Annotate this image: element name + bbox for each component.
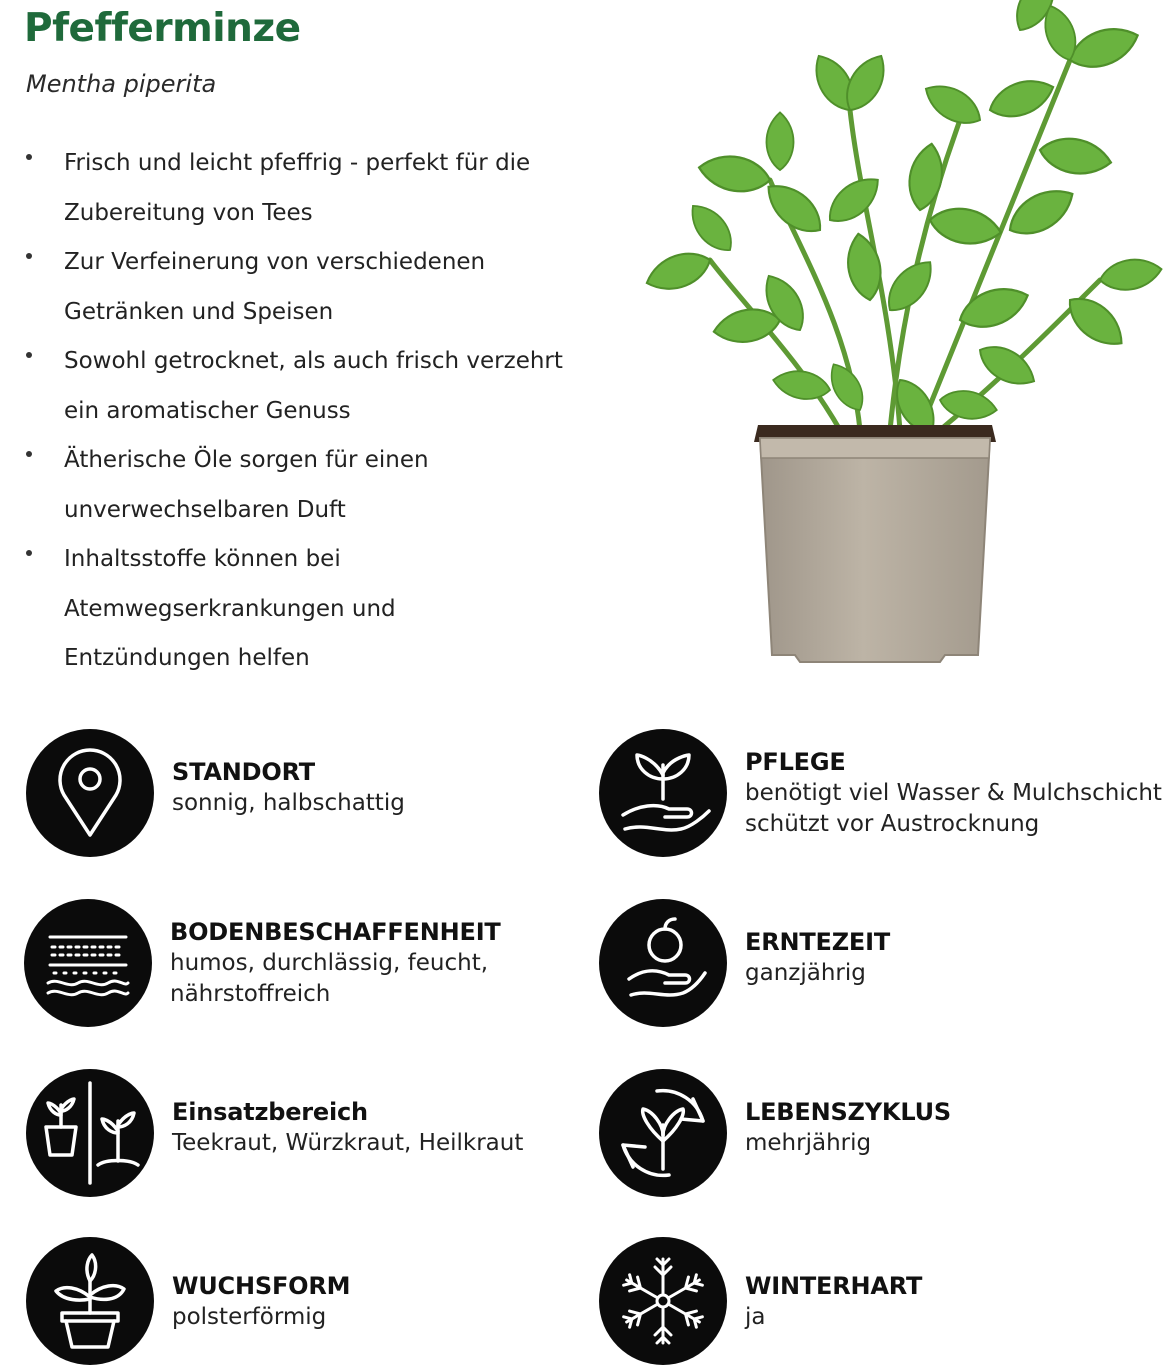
feature-lebenszyklus [599,1069,1170,1199]
bullet-item [0,140,600,239]
feature-value: polsterförmig [172,1304,327,1330]
fruit-in-hand-icon [599,899,727,1027]
feature-value: sonnig, halbschattig [172,790,405,816]
perennial-cycle-icon [599,1069,727,1197]
bullet-line: ein aromatischer Genuss [64,397,351,424]
feature-bullet-list [0,140,600,685]
bullet-dot [26,550,32,556]
feature-value: ja [745,1304,766,1330]
bullet-line: unverwechselbaren Duft [64,496,346,523]
feature-value: mehrjährig [745,1130,872,1156]
feature-value: Teekraut, Würzkraut, Heilkraut [172,1130,524,1156]
feature-label: WINTERHART [745,1272,923,1300]
feature-label: ERNTEZEIT [745,928,891,956]
location-pin-icon [26,729,154,857]
bullet-line: Zur Verfeinerung von verschiedenen [64,249,486,275]
latin-name: Mentha piperita [26,70,217,98]
feature-value: humos, durchlässig, feucht, nährstoffreich [170,950,489,1007]
feature-boden [24,899,584,1029]
feature-standort [26,729,586,859]
bullet-item [0,536,600,685]
bullet-item [0,239,600,338]
feature-einsatz [26,1069,586,1199]
bullet-line: Ätherische Öle sorgen für einen [64,447,429,473]
bullet-line: Inhaltsstoffe können bei [64,546,341,572]
feature-label: PFLEGE [745,748,846,776]
feature-wuchsform [26,1237,586,1365]
bullet-dot [26,253,32,259]
pot-and-garden-icon [26,1069,154,1197]
feature-value: ganzjährig [745,960,866,986]
bullet-line: Atemwegserkrankungen und [64,595,396,622]
feature-label: WUCHSFORM [172,1272,351,1300]
feature-pflege [599,729,1170,859]
bullet-dot [26,451,32,457]
bullet-item [0,338,600,437]
feature-label: LEBENSZYKLUS [745,1098,951,1126]
feature-erntezeit [599,899,1170,1029]
feature-value: benötigt viel Wasser & Mulchschicht schützt vor Austrocknung [745,780,1162,837]
snowflake-icon [599,1237,727,1365]
bullet-line: Sowohl getrocknet, als auch frisch verzehrt [64,348,563,374]
bullet-line: Entzündungen helfen [64,645,310,671]
feature-winterhart [599,1237,1170,1365]
feature-label: Einsatzbereich [172,1098,368,1126]
page-title: Pfefferminze [24,6,301,51]
bullet-line: Zubereitung von Tees [64,199,313,226]
feature-label: BODENBESCHAFFENHEIT [170,918,501,946]
seedling-in-hand-icon [599,729,727,857]
potted-plant-icon [26,1237,154,1365]
bullet-dot [26,154,32,160]
product-image [600,0,1170,680]
bullet-line: Frisch und leicht pfeffrig - perfekt für die [64,150,531,176]
bullet-dot [26,352,32,358]
potted-mint-illustration [600,0,1170,680]
bullet-item [0,437,600,536]
soil-layers-icon [24,899,152,1027]
bullet-line: Getränken und Speisen [64,298,334,325]
feature-label: STANDORT [172,758,315,786]
